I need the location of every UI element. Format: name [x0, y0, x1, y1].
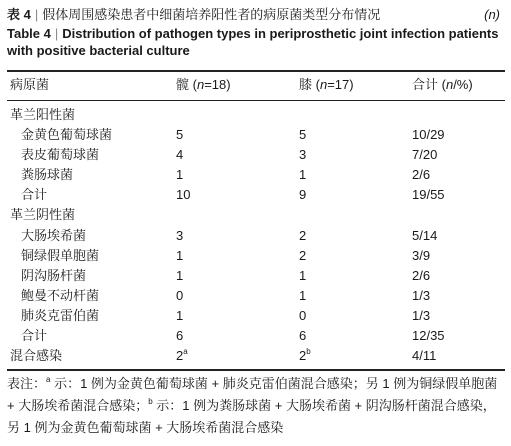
cell-hip: 3	[176, 228, 184, 243]
cell-hip: 1	[176, 308, 184, 323]
cell-total: 2/6	[412, 268, 431, 283]
header-total: 合计 (n/%)	[412, 77, 473, 92]
row-label: 铜绿假单胞菌	[21, 248, 100, 263]
cell-knee: 1	[299, 167, 307, 182]
row-label: 金黄色葡萄球菌	[21, 127, 113, 142]
cell-total: 12/35	[412, 328, 445, 343]
table-row	[7, 226, 505, 245]
row-label: 合计	[21, 187, 48, 202]
cell-hip: 1	[176, 268, 184, 283]
cell-knee: 1	[299, 268, 307, 283]
row-label: 革兰阳性菌	[10, 107, 76, 122]
cell-knee: 0	[299, 308, 307, 323]
table-label-cn: 表 4	[7, 7, 31, 22]
row-label: 革兰阴性菌	[10, 207, 76, 222]
cell-total: 3/9	[412, 248, 431, 263]
cell-total: 10/29	[412, 127, 445, 142]
footnote-lead: 表注：	[7, 376, 47, 391]
top-rule	[7, 70, 505, 72]
cell-hip: 1	[176, 167, 184, 182]
table-footnote	[7, 373, 507, 439]
table-header-row	[7, 75, 505, 94]
cell-knee: 1	[299, 288, 307, 303]
cell-knee: 2	[299, 248, 307, 263]
cell-knee: 2	[299, 228, 307, 243]
cell-total: 2/6	[412, 167, 431, 182]
footnote-text-a: 示：1 例为金黄色葡萄球菌 + 肺炎克雷伯菌混合感染；另 1 例为铜绿假单胞菌 + 大肠埃希菌混合感染；	[7, 376, 498, 413]
row-label: 肺炎克雷伯菌	[21, 308, 100, 323]
cell-knee: 5	[299, 127, 307, 142]
footnote-sup-b: b	[148, 397, 153, 406]
footnote-sup-a: a	[46, 375, 51, 384]
row-label: 粪肠球菌	[21, 167, 74, 182]
table-row	[7, 266, 505, 285]
cell-hip: 5	[176, 127, 184, 142]
table-title-en	[7, 25, 505, 59]
table-row	[7, 125, 505, 144]
table-row-mixed	[7, 346, 505, 365]
cell-total: 4/11	[412, 348, 437, 363]
footnote-text-b: 示：1 例为粪肠球菌 + 大肠埃希菌 + 阴沟肠杆菌混合感染，另 1 例为金黄色葡萄球菌 + 大肠埃希菌混合感染	[7, 398, 496, 435]
table-row-group	[7, 105, 505, 124]
table-row-subtotal	[7, 185, 505, 204]
bottom-rule	[7, 369, 505, 371]
cell-hip: 1	[176, 248, 184, 263]
table-row	[7, 306, 505, 325]
table-row-group	[7, 205, 505, 224]
cell-hip: 6	[176, 328, 184, 343]
cell-total: 19/55	[412, 187, 445, 202]
cell-knee: 9	[299, 187, 307, 202]
cell-hip: 2$^a$	[176, 347, 188, 363]
table-row	[7, 286, 505, 305]
table-title-cn	[7, 6, 505, 24]
row-label: 大肠埃希菌	[21, 228, 87, 243]
cell-total: 7/20	[412, 147, 438, 162]
cell-knee: 2$^b$	[299, 347, 311, 363]
footnote-mark-b: b	[306, 347, 311, 356]
cell-knee: 6	[299, 328, 307, 343]
table-row	[7, 246, 505, 265]
unit-mark: (n)	[484, 7, 500, 22]
header-rule	[7, 100, 505, 101]
cell-knee: 3	[299, 147, 307, 162]
cell-total: 5/14	[412, 228, 438, 243]
header-hip: 髋 (n=18)	[176, 77, 231, 92]
table-label-en: Table 4	[7, 26, 51, 41]
header-knee: 膝 (n=17)	[299, 77, 354, 92]
cell-hip: 4	[176, 147, 184, 162]
row-label: 合计	[21, 328, 48, 343]
row-label: 表皮葡萄球菌	[21, 147, 100, 162]
footnote-mark-a: a	[183, 347, 188, 356]
table-row-subtotal	[7, 326, 505, 345]
table-row	[7, 145, 505, 164]
header-pathogen: 病原菌	[10, 77, 50, 92]
table-row	[7, 165, 505, 184]
title-separator: |	[34, 7, 39, 22]
cell-hip: 0	[176, 288, 184, 303]
title-separator-en: |	[54, 26, 59, 41]
table-caption-cn: 假体周围感染患者中细菌培养阳性者的病原菌类型分布情况	[42, 7, 381, 22]
row-label: 混合感染	[10, 348, 63, 363]
row-label: 阴沟肠杆菌	[21, 268, 87, 283]
cell-total: 1/3	[412, 308, 431, 323]
cell-total: 1/3	[412, 288, 431, 303]
table-caption-en: Distribution of pathogen types in periprosthetic joint infection patients with positive bacterial culture	[7, 26, 499, 58]
row-label: 鲍曼不动杆菌	[21, 288, 100, 303]
cell-hip: 10	[176, 187, 191, 202]
